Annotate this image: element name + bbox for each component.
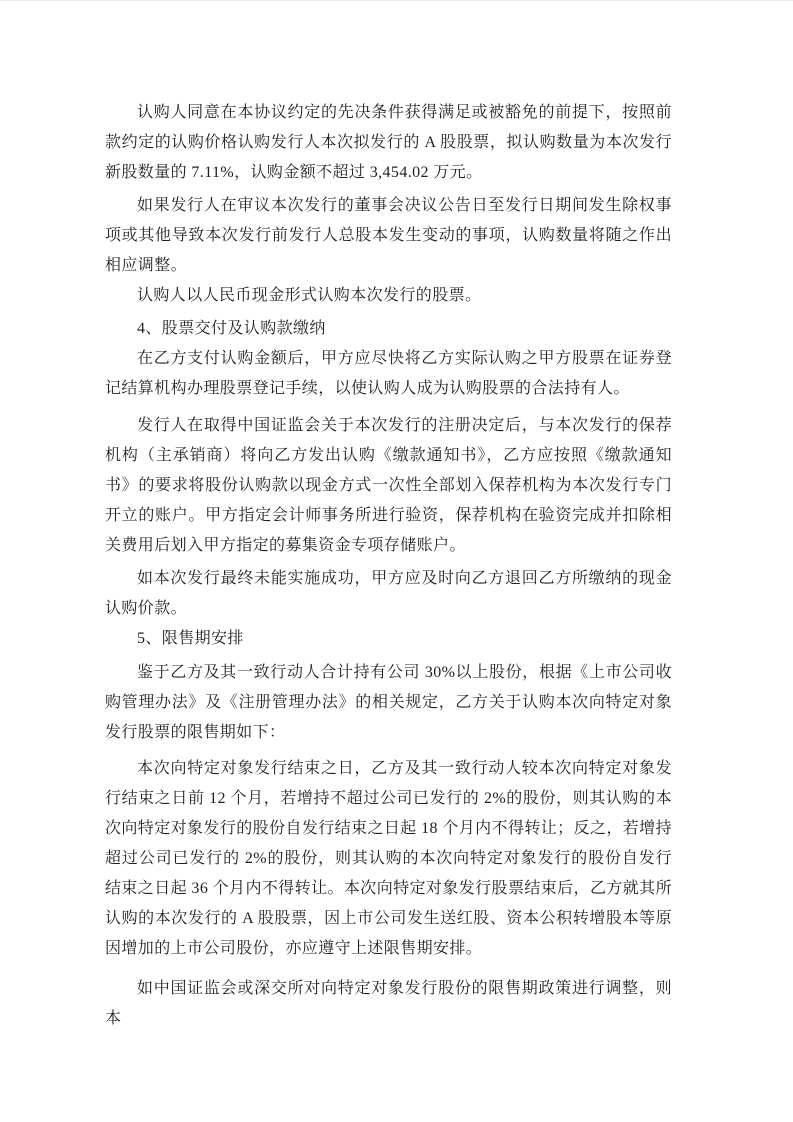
paragraph: 在乙方支付认购金额后，甲方应尽快将乙方实际认购之甲方股票在证券登记结算机构办理股票登记手续，以使认购人成为认购股票的合法持有人。	[105, 350, 672, 397]
document-text-block	[105, 98, 672, 1034]
paragraph: 认购人同意在本协议约定的先决条件获得满足或被豁免的前提下，按照前款约定的认购价格认购发行人本次拟发行的 A 股股票，拟认购数量为本次发行新股数量的 7.11%，认购金额不超过 3,454.02 万元。	[105, 104, 672, 181]
clause-heading: 5、限售期安排	[137, 630, 244, 647]
clause-heading: 4、股票交付及认购款缴纳	[137, 320, 326, 337]
paragraph: 鉴于乙方及其一致行动人合计持有公司 30%以上股份，根据《上市公司收购管理办法》及《注册管理办法》的相关规定，乙方关于认购本次向特定对象发行股票的限售期如下：	[105, 664, 672, 741]
paragraph: 发行人在取得中国证监会关于本次发行的注册决定后，与本次发行的保荐机构（主承销商）将向乙方发出认购《缴款通知书》，乙方应按照《缴款通知书》的要求将股份认购款以现金方式一次性全部划入保荐机构为本次发行专门开立的账户。甲方指定会计师事务所进行验资，保荐机构在验资完成并扣除相关费用后划入甲方指定的募集资金专项存储账户。	[105, 417, 672, 554]
paragraph: 认购人以人民币现金形式认购本次发行的股票。	[137, 287, 482, 304]
paragraph: 如本次发行最终未能实施成功，甲方应及时向乙方退回乙方所缴纳的现金认购价款。	[105, 570, 672, 617]
paragraph: 如果发行人在审议本次发行的董事会决议公告日至发行日期间发生除权事项或其他导致本次发行前发行人总股本发生变动的事项，认购数量将随之作出相应调整。	[105, 197, 672, 274]
paragraph: 如中国证监会或深交所对向特定对象发行股份的限售期政策进行调整，则本	[105, 980, 672, 1027]
paragraph: 本次向特定对象发行结束之日，乙方及其一致行动人较本次向特定对象发行结束之日前 12 个月，若增持不超过公司已发行的 2%的股份，则其认购的本次向特定对象发行的股份自发行结束之日起 18 个月内不得转让；反之，若增持超过公司已发行的 2%的股份，则其认购的本次向特定对象发行的股份自发行结束之日起 36 个月内不得转让。本次向特定对象发行股票结束后，乙方就其所认购的本次发行的 A 股股票，因上市公司发生送红股、资本公积转增股本等原因增加的上市公司股份，亦应遵守上述限售期安排。	[105, 760, 672, 957]
